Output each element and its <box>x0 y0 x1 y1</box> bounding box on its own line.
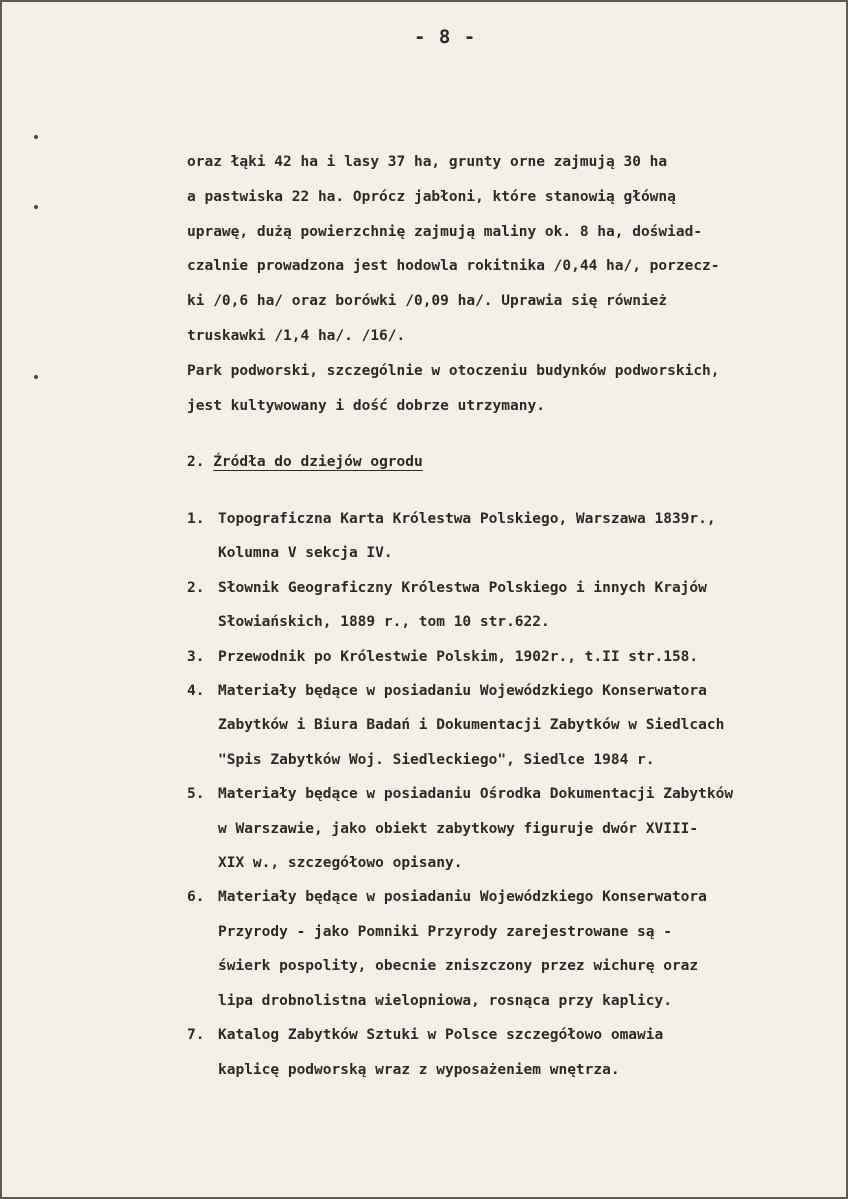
list-item <box>187 1018 837 1087</box>
list-item-text: Słowiańskich, 1889 r., tom 10 str.622. <box>218 614 550 631</box>
list-item-text: Słownik Geograficzny Królestwa Polskiego i innych Krajów <box>218 579 707 596</box>
paragraph-line: oraz łąki 42 ha i lasy 37 ha, grunty orne zajmują 30 ha <box>187 154 668 170</box>
list-item-number: 5. <box>187 786 205 803</box>
section-heading <box>187 454 423 470</box>
margin-punch-mark <box>34 135 38 139</box>
list-item-text: Katalog Zabytków Sztuki w Polsce szczegółowo omawia <box>218 1027 664 1044</box>
paragraph-line: truskawki /1,4 ha/. /16/. <box>187 327 406 344</box>
list-item-text: Materiały będące w posiadaniu Ośrodka Dokumentacji Zabytków <box>218 786 734 803</box>
section-title: Źródła do dziejów ogrodu <box>213 454 423 470</box>
margin-punch-mark <box>34 375 38 379</box>
list-item-number: 3. <box>187 648 205 665</box>
list-item-text: w Warszawie, jako obiekt zabytkowy figuruje dwór XVIII- <box>218 820 699 837</box>
list-item-text: Przewodnik po Królestwie Polskim, 1902r., t.II str.158. <box>218 648 699 665</box>
list-item-number: 7. <box>187 1027 205 1044</box>
list-item-text: Kolumna V sekcja IV. <box>218 545 393 562</box>
list-item-text: Przyrody - jako Pomniki Przyrody zarejestrowane są - <box>218 923 672 940</box>
section-number: 2. <box>187 454 205 470</box>
paragraph-line: ki /0,6 ha/ oraz borówki /0,09 ha/. Uprawia się również <box>187 293 668 310</box>
sources-list <box>187 502 837 1087</box>
list-item <box>187 502 837 571</box>
list-item-text: świerk pospolity, obecnie zniszczony przez wichurę oraz <box>218 958 699 975</box>
list-item-text: Zabytków i Biura Badań i Dokumentacji Zabytków w Siedlcach <box>218 717 725 734</box>
list-item <box>187 880 837 1018</box>
list-item-text: "Spis Zabytków Woj. Siedleckiego", Siedlce 1984 r. <box>218 751 655 768</box>
list-item-number: 1. <box>187 511 205 527</box>
paragraph-line: Park podworski, szczególnie w otoczeniu budynków podworskich, <box>187 362 720 379</box>
list-item-text: Materiały będące w posiadaniu Wojewódzkiego Konserwatora <box>218 889 707 906</box>
list-item <box>187 640 837 674</box>
list-item <box>187 571 837 640</box>
list-item-number: 4. <box>187 683 205 700</box>
list-item-text: Materiały będące w posiadaniu Wojewódzkiego Konserwatora <box>218 683 707 700</box>
paragraph-line: a pastwiska 22 ha. Oprócz jabłoni, które stanowią główną <box>187 188 676 205</box>
paragraph-line: uprawę, dużą powierzchnię zajmują maliny ok. 8 ha, doświad- <box>187 223 703 240</box>
list-item-number: 6. <box>187 889 205 906</box>
paragraph-line: jest kultywowany i dość dobrze utrzymany. <box>187 397 545 414</box>
list-item-text: lipa drobnolistna wielopniowa, rosnąca przy kaplicy. <box>218 992 672 1009</box>
list-item-text: kaplicę podworską wraz z wyposażeniem wnętrza. <box>218 1061 620 1078</box>
list-item-number: 2. <box>187 579 205 596</box>
list-item-text: Topograficzna Karta Królestwa Polskiego, Warszawa 1839r., <box>218 511 716 527</box>
list-item-text: XIX w., szczegółowo opisany. <box>218 855 463 872</box>
list-item <box>187 777 837 880</box>
margin-punch-mark <box>34 205 38 209</box>
paragraph <box>187 145 827 423</box>
list-item <box>187 674 837 777</box>
page-number: - 8 - <box>414 26 477 48</box>
paragraph-line: czalnie prowadzona jest hodowla rokitnika /0,44 ha/, porzecz- <box>187 258 720 275</box>
